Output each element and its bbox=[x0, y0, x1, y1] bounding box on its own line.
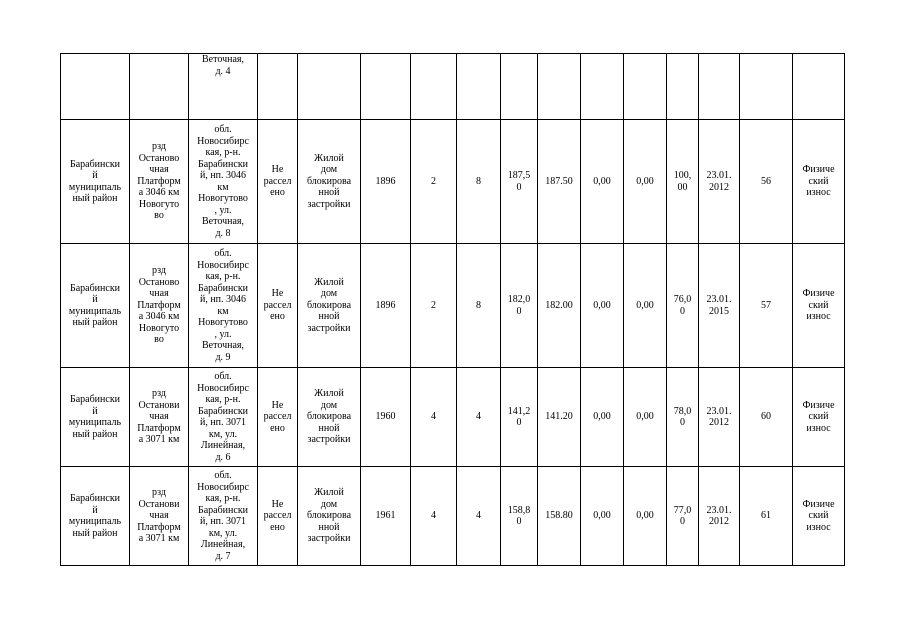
total-area-cell bbox=[501, 467, 538, 566]
apartments-cell bbox=[457, 120, 501, 244]
area-a-text: 0,00 bbox=[593, 175, 611, 187]
address-text: Веточная, д. 4 bbox=[201, 54, 244, 77]
area-b-text: 0,00 bbox=[636, 299, 654, 311]
total-area-text: 158,8 0 bbox=[507, 504, 531, 527]
address-cell bbox=[189, 368, 258, 467]
area-a-cell bbox=[581, 467, 624, 566]
apartments-cell bbox=[457, 54, 501, 120]
year-text: 1961 bbox=[375, 510, 396, 522]
number-cell bbox=[740, 368, 793, 467]
apartments-text: 8 bbox=[476, 299, 481, 311]
building-type-cell bbox=[298, 368, 361, 467]
number-cell bbox=[740, 467, 793, 566]
table-row bbox=[61, 467, 845, 566]
locality-text: рзд Останови чная Платформ а 3071 км bbox=[137, 487, 181, 545]
floors-cell bbox=[411, 120, 457, 244]
locality-text: рзд Останово чная Платформ а 3046 км Новогуто во bbox=[137, 141, 181, 222]
address-text: обл. Новосибирс кая, р-н. Барабински й, нп. 3071 км, ул. Линейная, д. 6 bbox=[197, 371, 249, 463]
number-cell bbox=[740, 120, 793, 244]
building-type-text: Жилой дом блокирова нной застройки bbox=[306, 152, 352, 210]
building-type-text: Жилой дом блокирова нной застройки bbox=[306, 276, 352, 334]
total-area-text: 182,0 0 bbox=[507, 294, 531, 317]
year-cell bbox=[361, 120, 411, 244]
status-text: Не рассел ено bbox=[263, 399, 292, 434]
total-area-cell bbox=[501, 244, 538, 368]
building-type-cell bbox=[298, 244, 361, 368]
reason-cell bbox=[793, 120, 845, 244]
total-area-text: 187,5 0 bbox=[507, 170, 531, 193]
locality-cell bbox=[130, 54, 189, 120]
year-cell bbox=[361, 368, 411, 467]
year-cell bbox=[361, 54, 411, 120]
year-cell bbox=[361, 244, 411, 368]
date-cell bbox=[699, 368, 740, 467]
floors-cell bbox=[411, 244, 457, 368]
apartments-text: 4 bbox=[476, 510, 481, 522]
number-text: 57 bbox=[761, 299, 771, 311]
floors-text: 2 bbox=[431, 299, 436, 311]
total-area-cell bbox=[501, 54, 538, 120]
date-cell bbox=[699, 120, 740, 244]
reason-cell bbox=[793, 467, 845, 566]
area-a-text: 0,00 bbox=[593, 299, 611, 311]
area-b-cell bbox=[624, 368, 667, 467]
total-area-cell bbox=[501, 120, 538, 244]
status-text: Не рассел ено bbox=[263, 164, 292, 199]
address-text: обл. Новосибирс кая, р-н. Барабински й, нп. 3046 км Новогутово , ул. Веточная, д. 9 bbox=[197, 248, 249, 363]
status-cell bbox=[258, 368, 298, 467]
locality-cell bbox=[130, 120, 189, 244]
apartments-text: 4 bbox=[476, 411, 481, 423]
living-area-cell bbox=[538, 467, 581, 566]
reason-text: Физиче ский износ bbox=[802, 498, 835, 533]
address-text: обл. Новосибирс кая, р-н. Барабински й, нп. 3046 км Новогутово , ул. Веточная, д. 8 bbox=[197, 124, 249, 239]
apartments-cell bbox=[457, 244, 501, 368]
area-a-text: 0,00 bbox=[593, 510, 611, 522]
building-type-text: Жилой дом блокирова нной застройки bbox=[306, 487, 352, 545]
apartments-cell bbox=[457, 368, 501, 467]
district-text: Барабински й муниципаль ный район bbox=[68, 158, 122, 204]
number-text: 60 bbox=[761, 411, 771, 423]
wear-percent-cell bbox=[667, 467, 699, 566]
status-cell bbox=[258, 54, 298, 120]
area-a-cell bbox=[581, 368, 624, 467]
locality-text: рзд Останово чная Платформ а 3046 км Новогуто во bbox=[137, 265, 181, 346]
floors-text: 4 bbox=[431, 411, 436, 423]
table-row bbox=[61, 120, 845, 244]
wear-percent-text: 77,0 0 bbox=[673, 504, 692, 527]
locality-text: рзд Останови чная Платформ а 3071 км bbox=[137, 388, 181, 446]
address-text: обл. Новосибирс кая, р-н. Барабински й, нп. 3071 км, ул. Линейная, д. 7 bbox=[197, 470, 249, 562]
locality-cell bbox=[130, 368, 189, 467]
district-cell bbox=[61, 368, 130, 467]
number-cell bbox=[740, 244, 793, 368]
area-a-text: 0,00 bbox=[593, 411, 611, 423]
living-area-text: 141.20 bbox=[545, 411, 573, 423]
area-b-text: 0,00 bbox=[636, 411, 654, 423]
number-text: 61 bbox=[761, 510, 771, 522]
wear-percent-cell bbox=[667, 120, 699, 244]
living-area-cell bbox=[538, 120, 581, 244]
status-text: Не рассел ено bbox=[263, 498, 292, 533]
table-row-continued bbox=[61, 54, 845, 120]
year-cell bbox=[361, 467, 411, 566]
wear-percent-cell bbox=[667, 368, 699, 467]
reason-text: Физиче ский износ bbox=[802, 164, 835, 199]
wear-percent-cell bbox=[667, 244, 699, 368]
year-text: 1896 bbox=[375, 175, 396, 187]
wear-percent-text: 78,0 0 bbox=[673, 405, 692, 428]
housing-registry-table bbox=[60, 53, 845, 566]
address-cell bbox=[189, 54, 258, 120]
reason-text: Физиче ский износ bbox=[802, 399, 835, 434]
building-type-cell bbox=[298, 120, 361, 244]
total-area-text: 141,2 0 bbox=[507, 405, 531, 428]
area-b-cell bbox=[624, 244, 667, 368]
locality-cell bbox=[130, 244, 189, 368]
status-cell bbox=[258, 120, 298, 244]
table-row bbox=[61, 244, 845, 368]
living-area-cell bbox=[538, 54, 581, 120]
area-b-cell bbox=[624, 54, 667, 120]
reason-text: Физиче ский износ bbox=[802, 288, 835, 323]
wear-percent-text: 100, 00 bbox=[673, 170, 692, 193]
year-text: 1896 bbox=[375, 299, 396, 311]
living-area-text: 182.00 bbox=[545, 299, 573, 311]
status-cell bbox=[258, 467, 298, 566]
building-type-cell bbox=[298, 467, 361, 566]
date-text: 23.01. 2012 bbox=[706, 170, 732, 193]
area-a-cell bbox=[581, 54, 624, 120]
apartments-cell bbox=[457, 467, 501, 566]
district-cell bbox=[61, 54, 130, 120]
area-a-cell bbox=[581, 244, 624, 368]
floors-text: 2 bbox=[431, 175, 436, 187]
area-b-cell bbox=[624, 467, 667, 566]
reason-cell bbox=[793, 244, 845, 368]
status-text: Не рассел ено bbox=[263, 288, 292, 323]
living-area-cell bbox=[538, 244, 581, 368]
living-area-text: 158.80 bbox=[545, 510, 573, 522]
date-text: 23.01. 2015 bbox=[706, 294, 732, 317]
district-text: Барабински й муниципаль ный район bbox=[68, 282, 122, 328]
year-text: 1960 bbox=[375, 411, 396, 423]
date-text: 23.01. 2012 bbox=[706, 504, 732, 527]
date-cell bbox=[699, 244, 740, 368]
number-cell bbox=[740, 54, 793, 120]
apartments-text: 8 bbox=[476, 175, 481, 187]
district-cell bbox=[61, 467, 130, 566]
area-b-text: 0,00 bbox=[636, 175, 654, 187]
total-area-cell bbox=[501, 368, 538, 467]
district-text: Барабински й муниципаль ный район bbox=[68, 394, 122, 440]
address-cell bbox=[189, 120, 258, 244]
floors-cell bbox=[411, 467, 457, 566]
area-a-cell bbox=[581, 120, 624, 244]
table-body bbox=[61, 54, 845, 566]
wear-percent-cell bbox=[667, 54, 699, 120]
district-cell bbox=[61, 120, 130, 244]
number-text: 56 bbox=[761, 175, 771, 187]
date-cell bbox=[699, 54, 740, 120]
district-text: Барабински й муниципаль ный район bbox=[68, 493, 122, 539]
area-b-text: 0,00 bbox=[636, 510, 654, 522]
building-type-text: Жилой дом блокирова нной застройки bbox=[306, 388, 352, 446]
date-text: 23.01. 2012 bbox=[706, 405, 732, 428]
reason-cell bbox=[793, 54, 845, 120]
living-area-cell bbox=[538, 368, 581, 467]
district-cell bbox=[61, 244, 130, 368]
wear-percent-text: 76,0 0 bbox=[673, 294, 692, 317]
floors-cell bbox=[411, 54, 457, 120]
address-cell bbox=[189, 244, 258, 368]
floors-text: 4 bbox=[431, 510, 436, 522]
address-cell bbox=[189, 467, 258, 566]
locality-cell bbox=[130, 467, 189, 566]
status-cell bbox=[258, 244, 298, 368]
area-b-cell bbox=[624, 120, 667, 244]
floors-cell bbox=[411, 368, 457, 467]
building-type-cell bbox=[298, 54, 361, 120]
living-area-text: 187.50 bbox=[545, 175, 573, 187]
reason-cell bbox=[793, 368, 845, 467]
date-cell bbox=[699, 467, 740, 566]
table-row bbox=[61, 368, 845, 467]
